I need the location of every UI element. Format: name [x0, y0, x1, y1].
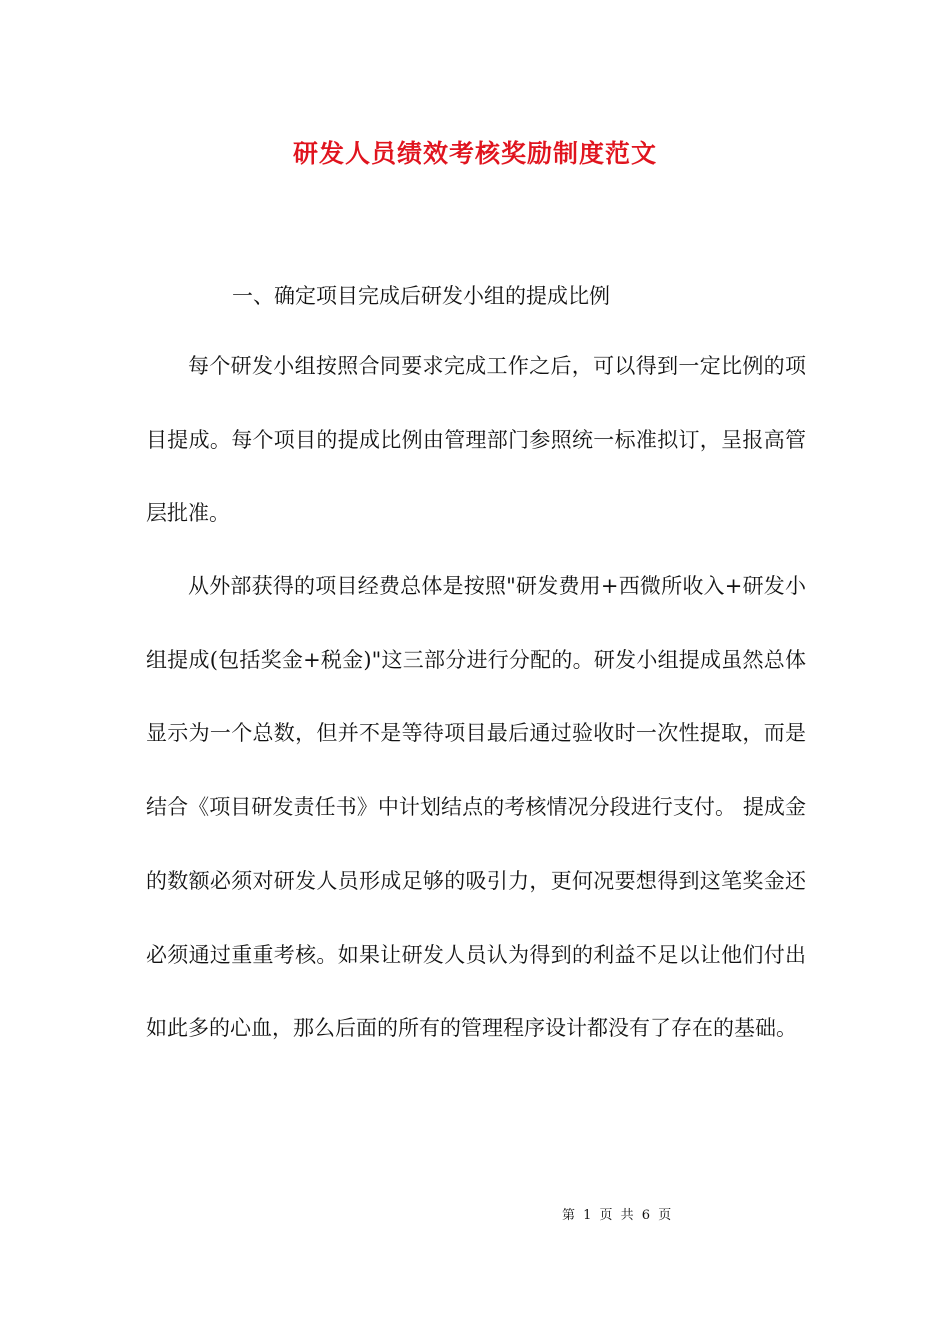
document-title: 研发人员绩效考核奖励制度范文	[292, 139, 657, 168]
section-heading: 一、确定项目完成后研发小组的提成比例	[232, 284, 610, 308]
page-footer: 第 1 页 共 6 页	[562, 1208, 672, 1223]
paragraph-1: 每个研发小组按照合同要求完成工作之后，可以得到一定比例的项目提成。每个项目的提成比例由管理部门参照统一标准拟订，呈报高管层批准。	[146, 354, 806, 526]
paragraph-2: 从外部获得的项目经费总体是按照"研发费用+西微所收入+研发小组提成(包括奖金+税金)"这三部分进行分配的。研发小组提成虽然总体显示为一个总数，但并不是等待项目最后通过验收时一次性提取，而是结合《项目研发责任书》中计划结点的考核情况分段进行支付。 提成金的数额必须对研发人员形成足够的吸引力，更何况要想得到这笔奖金还必须通过重重考核。如果让研发人员认为得到的利益不足以让他们付出如此多的心血，那么后面的所有的管理程序设计都没有了存在的基础。	[146, 574, 806, 1041]
